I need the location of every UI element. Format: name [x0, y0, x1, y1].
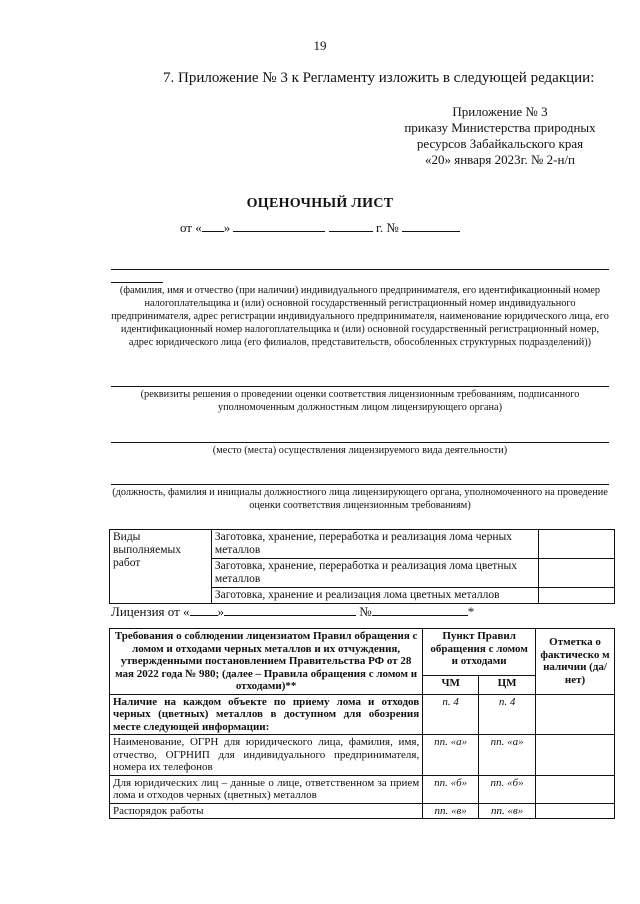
- requirement-text: Наличие на каждом объекте по приему лома и отходов черных (цветных) металлов в доступном для обозрения месте следующей информации:: [110, 694, 423, 735]
- mark-cell[interactable]: [536, 803, 615, 819]
- point-cm: пп. «б»: [423, 775, 479, 803]
- header-point: Пункт Правил обращения с ломом и отходами: [423, 629, 536, 676]
- mark-cell[interactable]: [536, 735, 615, 776]
- header-requirements: Требования о соблюдении лицензиатом Правил обращения с ломом и отходами черных металлов и их отчуждения, утвержденными постановлением Правительства РФ от 28 мая 2022 года № 980; (далее – Правила обращения с ломом и отходами)**: [110, 629, 423, 695]
- month-blank[interactable]: [233, 220, 325, 232]
- license-line: [111, 604, 474, 620]
- table-row: [110, 803, 615, 819]
- requirements-table: [109, 628, 615, 819]
- date-year-label: г. №: [375, 220, 399, 235]
- works-mark-cell[interactable]: [539, 559, 615, 588]
- point-tsm: пп. «б»: [479, 775, 536, 803]
- works-item: Заготовка, хранение, переработка и реализация лома черных металлов: [211, 530, 538, 559]
- decision-caption: (реквизиты решения о проведении оценки соответствия лицензионным требованиям, подписанного уполномоченным должностным лицом лицензирующего органа): [140, 389, 580, 413]
- lead-text: 7. Приложение № 3 к Регламенту изложить в следующей редакции:: [163, 70, 595, 86]
- licensee-line[interactable]: [111, 269, 609, 270]
- appendix-line-4: «20» января 2023г. № 2-н/п: [424, 152, 576, 167]
- table-row: [110, 694, 615, 735]
- requirement-text: Наименование, ОГРН для юридического лица, фамилия, имя, отчество, ОГРНИП для индивидуального предпринимателя, номера их телефонов: [110, 735, 423, 776]
- place-line[interactable]: [111, 442, 609, 443]
- licensee-line-short: [111, 282, 163, 283]
- subheader-cm: ЧМ: [423, 676, 479, 694]
- license-number-blank[interactable]: [372, 604, 468, 616]
- point-cm: пп. «а»: [423, 735, 479, 776]
- appendix-block: [380, 104, 620, 168]
- works-item: Заготовка, хранение, переработка и реализация лома цветных металлов: [211, 559, 538, 588]
- works-mark-cell[interactable]: [539, 530, 615, 559]
- year-blank[interactable]: [329, 220, 373, 232]
- table-row: [110, 530, 615, 559]
- works-table: [109, 529, 615, 604]
- appendix-line-2: приказу Министерства природных: [404, 120, 596, 135]
- requirement-text: Для юридических лиц – данные о лице, ответственном за прием лома и отходов черных (цветных) металлов: [110, 775, 423, 803]
- table-row: [110, 735, 615, 776]
- license-prefix: Лицензия от «: [111, 604, 190, 619]
- license-number-label: №: [359, 604, 372, 619]
- official-line[interactable]: [111, 484, 609, 485]
- day-blank[interactable]: [202, 220, 224, 232]
- date-from-prefix: от «: [179, 220, 202, 235]
- license-mid: »: [217, 604, 225, 619]
- point-cm: п. 4: [423, 694, 479, 735]
- license-asterisk: *: [467, 604, 475, 619]
- form-title: ОЦЕНОЧНЫЙ ЛИСТ: [246, 196, 394, 211]
- date-from-mid: »: [223, 220, 231, 235]
- point-cm: пп. «в»: [423, 803, 479, 819]
- point-tsm: пп. «в»: [479, 803, 536, 819]
- appendix-line-3: ресурсов Забайкальского края: [416, 136, 584, 151]
- date-line: [0, 220, 640, 236]
- header-mark: Отметка о фактическо м наличии (да/нет): [536, 629, 615, 695]
- works-item: Заготовка, хранение и реализация лома цветных металлов: [211, 588, 538, 604]
- table-header-row: [110, 629, 615, 676]
- appendix-line-1: Приложение № 3: [452, 104, 548, 119]
- license-date-blank[interactable]: [224, 604, 356, 616]
- place-caption: (место (места) осуществления лицензируемого вида деятельности): [212, 445, 508, 456]
- subheader-tsm: ЦМ: [479, 676, 536, 694]
- requirement-text: Распорядок работы: [110, 803, 423, 819]
- licensee-caption: (фамилия, имя и отчество (при наличии) индивидуального предпринимателя, его идентификационный номер налогоплательщика и (или) основной государственный регистрационный номер индивидуального предпринимателя, адрес регистрации индивидуального предпринимателя, наименование юридического лица, его идентификационный номер налогоплательщика и (или) основной государственный регистрационный номер, адрес юридического лица (его филиалов, представительств, обособленных структурных подразделений)): [111, 285, 609, 348]
- works-label: Виды выполняемых работ: [110, 530, 212, 604]
- license-day-blank[interactable]: [190, 604, 218, 616]
- table-row: [110, 775, 615, 803]
- decision-line[interactable]: [111, 386, 609, 387]
- mark-cell[interactable]: [536, 694, 615, 735]
- official-caption: (должность, фамилия и инициалы должностного лица лицензирующего органа, уполномоченного на проведение оценки соответствия лицензионным требованиям): [112, 487, 608, 511]
- works-mark-cell[interactable]: [539, 588, 615, 604]
- number-blank[interactable]: [402, 220, 460, 232]
- point-tsm: п. 4: [479, 694, 536, 735]
- page-number: 19: [313, 38, 327, 53]
- mark-cell[interactable]: [536, 775, 615, 803]
- point-tsm: пп. «а»: [479, 735, 536, 776]
